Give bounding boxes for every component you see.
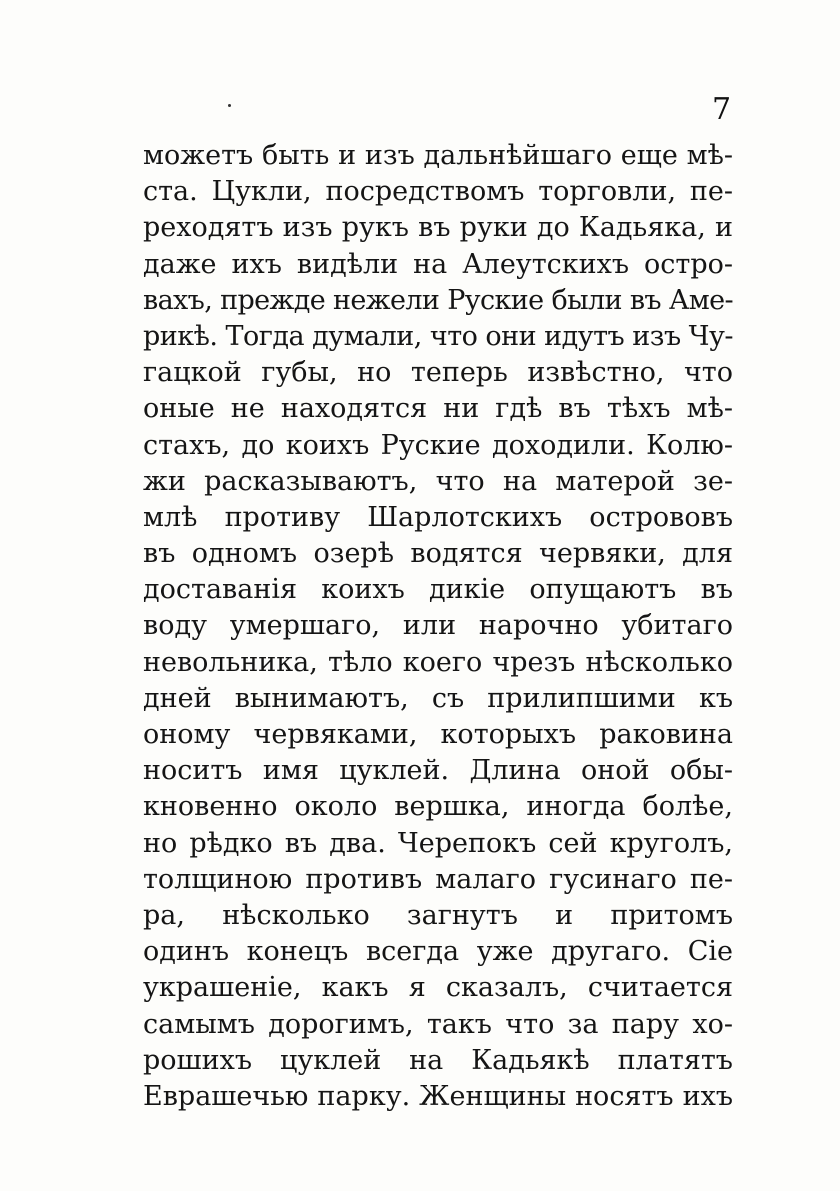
text-line: жи расказываютъ, что на матерой зе-	[143, 465, 733, 497]
text-line: гацкой губы, но теперь извѣстно, что	[143, 357, 733, 389]
text-line: оные не находятся ни гдѣ въ тѣхъ мѣ-	[143, 393, 733, 425]
text-line: одинъ конецъ всегда уже другаго. Сіе	[143, 936, 733, 968]
text-line: дней вынимаютъ, съ прилипшими къ	[143, 682, 733, 714]
text-line: кновенно около вершка, иногда болѣе,	[143, 791, 733, 823]
text-line: въ одномъ озерѣ водятся червяки, для	[143, 538, 733, 570]
text-line: носитъ имя цуклей. Длина оной обы-	[143, 755, 733, 787]
text-line: вахъ, прежде нежели Руские были въ Аме-	[143, 284, 733, 316]
text-line: доставанія коихъ дикіе опущаютъ въ	[143, 574, 733, 606]
text-line: толщиною противъ малаго гусинаго пе-	[143, 863, 733, 895]
text-line: украшеніе, какъ я сказалъ, считается	[143, 972, 733, 1004]
text-line: воду умершаго, или нарочно убитаго	[143, 610, 733, 642]
text-line: ра, нѣсколько загнутъ и притомъ	[143, 899, 733, 931]
text-line: самымъ дорогимъ, такъ что за пару хо-	[143, 1008, 733, 1040]
text-line: млѣ противу Шарлотскихъ острововъ	[143, 501, 733, 533]
page-number: 7	[712, 92, 732, 127]
text-line: рикѣ. Тогда думали, что они идутъ изъ Чу-	[143, 320, 733, 352]
text-line: оному червяками, которыхъ раковина	[143, 719, 733, 750]
text-line: рошихъ цуклей на Кадьякѣ платятъ	[143, 1044, 733, 1076]
text-line: но рѣдко въ два. Черепокъ сей круголъ,	[143, 827, 733, 859]
text-line: стахъ, до коихъ Руские доходили. Колю-	[143, 429, 733, 461]
text-line: ста. Цукли, посредствомъ торговли, пе-	[143, 176, 733, 208]
text-line: можетъ быть и изъ дальнѣйшаго еще мѣ-	[143, 140, 733, 171]
body-text	[143, 138, 733, 1115]
text-line: даже ихъ видѣли на Алеутскихъ остро-	[143, 248, 733, 280]
page-mark	[228, 104, 231, 107]
text-line: Еврашечью парку. Женщины носятъ ихъ	[143, 1080, 733, 1112]
text-line: невольника, тѣло коего чрезъ нѣсколько	[143, 646, 733, 678]
text-line: реходятъ изъ рукъ въ руки до Кадьяка, и	[143, 212, 733, 244]
